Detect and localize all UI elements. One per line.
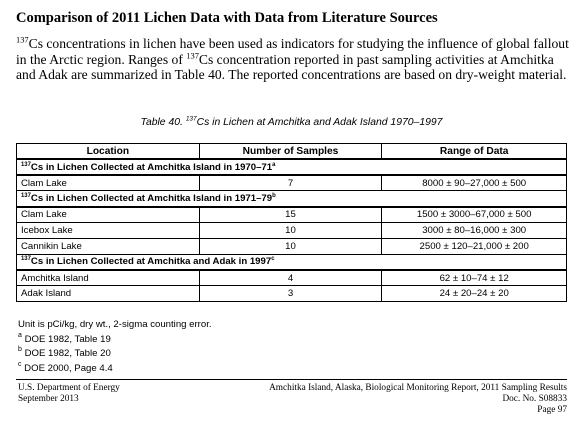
- table-row: [17, 207, 567, 223]
- footer-doc-number: Doc. No. S08833: [502, 393, 567, 404]
- footer-report-title: Amchitka Island, Alaska, Biological Monitoring Report, 2011 Sampling Results: [269, 383, 567, 393]
- footnote-text: DOE 2000, Page 4.4: [24, 363, 113, 375]
- group-header-row: [17, 254, 567, 270]
- group-footnote-mark: c: [271, 256, 275, 263]
- table-row: [17, 175, 567, 191]
- unit-note: Unit is pCi/kg, dry wt., 2-sigma counting error.: [18, 319, 212, 330]
- range-cell: 1500 ± 3000–67,000 ± 500: [382, 207, 567, 223]
- footnote: [18, 360, 212, 375]
- group-isotope: 137: [21, 192, 31, 199]
- table-row: [17, 270, 567, 286]
- footer-page-number: Page 97: [537, 404, 567, 415]
- range-cell: 8000 ± 90–27,000 ± 500: [382, 175, 567, 191]
- group-title-text: Cs in Lichen Collected at Amchitka Island in 1970–71: [30, 161, 273, 173]
- location-cell: Cannikin Lake: [17, 238, 200, 254]
- group-title-1971-79: [17, 191, 567, 207]
- group-isotope: 137: [21, 256, 31, 263]
- footnote-text: DOE 1982, Table 19: [24, 333, 111, 345]
- samples-cell: 10: [199, 238, 382, 254]
- location-cell: Clam Lake: [17, 207, 200, 223]
- intro-paragraph: [16, 36, 576, 83]
- samples-cell: 10: [199, 222, 382, 238]
- group-title-1970-71: [17, 159, 567, 175]
- samples-cell: 3: [199, 286, 382, 302]
- isotope-superscript: 137: [186, 50, 199, 61]
- section-heading: Comparison of 2011 Lichen Data with Data from Literature Sources: [16, 10, 438, 26]
- table-row: [17, 222, 567, 238]
- table-caption: [16, 117, 567, 128]
- footer-right: [269, 383, 567, 415]
- footnote-mark: a: [18, 331, 22, 339]
- group-title-text: Cs in Lichen Collected at Amchitka Island in 1971–79: [30, 193, 273, 205]
- caption-prefix: Table 40.: [140, 117, 186, 128]
- samples-cell: 4: [199, 270, 382, 286]
- header-number-of-samples: Number of Samples: [199, 144, 382, 160]
- group-title-1997: [17, 254, 567, 270]
- footnote-text: DOE 1982, Table 20: [24, 348, 111, 360]
- table-header-row: [17, 144, 567, 160]
- paragraph-text-2: Cs concentration reported in past sampling activities at Amchitka and Adak are summarized in Table 40. The reported concentrations are based on dry-weight material.: [16, 51, 567, 83]
- table-row: [17, 238, 567, 254]
- isotope-superscript: 137: [16, 34, 29, 45]
- lichen-data-table: [16, 143, 567, 302]
- footer-agency: U.S. Department of Energy: [18, 383, 120, 393]
- location-cell: Amchitka Island: [17, 270, 200, 286]
- footnote: [18, 345, 212, 360]
- paragraph-text-1: Cs concentrations in lichen have been used as indicators for studying the influence of global fallout in the Arctic region. Ranges of: [16, 36, 569, 67]
- footer-left: [18, 383, 120, 405]
- range-cell: 24 ± 20–24 ± 20: [382, 286, 567, 302]
- range-cell: 2500 ± 120–21,000 ± 200: [382, 238, 567, 254]
- group-header-row: [17, 191, 567, 207]
- samples-cell: 15: [199, 207, 382, 223]
- group-title-text: Cs in Lichen Collected at Amchitka and Adak in 1997: [30, 256, 272, 268]
- table-row: [17, 286, 567, 302]
- range-cell: 3000 ± 80–16,000 ± 300: [382, 222, 567, 238]
- group-footnote-mark: b: [272, 192, 276, 199]
- group-isotope: 137: [21, 161, 31, 168]
- location-cell: Clam Lake: [17, 175, 200, 191]
- footnote: [18, 331, 212, 346]
- footer-date: September 2013: [18, 393, 79, 404]
- footnote-mark: b: [18, 346, 22, 354]
- caption-text: Cs in Lichen at Amchitka and Adak Island 1970–1997: [196, 117, 443, 128]
- caption-isotope: 137: [185, 115, 197, 123]
- header-location: Location: [17, 144, 200, 160]
- location-cell: Adak Island: [17, 286, 200, 302]
- group-footnote-mark: a: [272, 161, 276, 168]
- location-cell: Icebox Lake: [17, 222, 200, 238]
- samples-cell: 7: [199, 175, 382, 191]
- header-range-of-data: Range of Data: [382, 144, 567, 160]
- table-notes: [18, 319, 212, 375]
- range-cell: 62 ± 10–74 ± 12: [382, 270, 567, 286]
- group-header-row: [17, 159, 567, 175]
- footnote-mark: c: [18, 361, 22, 369]
- footer-divider: [16, 379, 567, 380]
